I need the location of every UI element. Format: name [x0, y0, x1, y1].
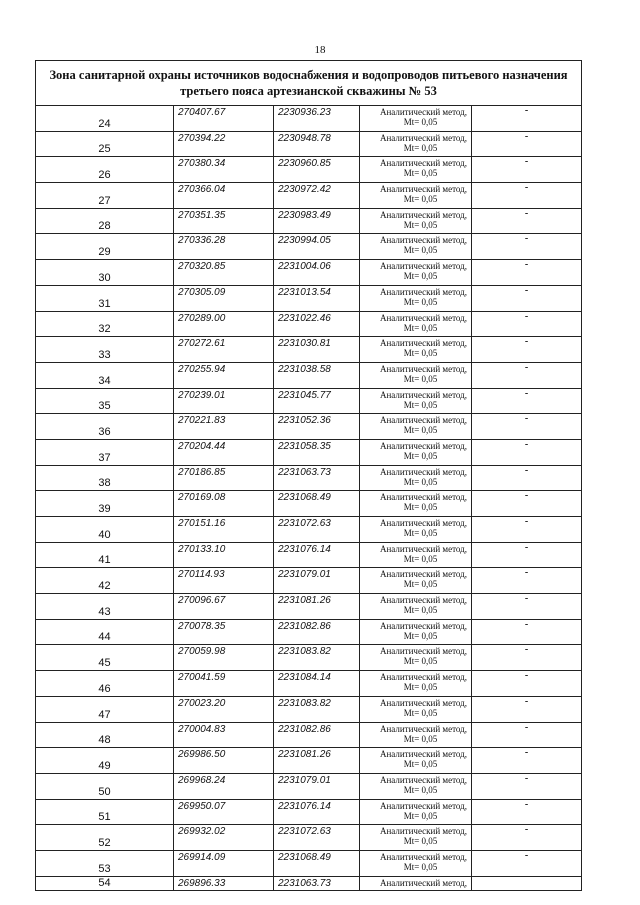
point-number-cell: 27 [36, 183, 174, 209]
mark-cell: - [472, 671, 582, 697]
method-cell [360, 594, 472, 620]
point-number-cell: 48 [36, 722, 174, 748]
x-coordinate-cell: 270041.59 [174, 671, 274, 697]
y-coordinate-cell: 2231063.73 [274, 465, 360, 491]
method-cell [360, 285, 472, 311]
accuracy-label: Mt= 0,05 [403, 605, 438, 616]
y-coordinate-cell: 2231082.86 [274, 722, 360, 748]
method-cell [360, 362, 472, 388]
method-label: Аналитический метод, [379, 543, 467, 554]
point-number-cell: 36 [36, 414, 174, 440]
x-coordinate-cell: 270305.09 [174, 285, 274, 311]
mark-cell [472, 876, 582, 890]
point-number-cell: 31 [36, 285, 174, 311]
method-label: Аналитический метод, [379, 826, 467, 837]
table-row [36, 517, 582, 543]
table-row [36, 671, 582, 697]
method-label: Аналитический метод, [379, 107, 467, 117]
method-label: Аналитический метод, [379, 774, 467, 785]
point-number-cell: 44 [36, 619, 174, 645]
accuracy-label: Mt= 0,05 [403, 373, 438, 384]
method-label: Аналитический метод, [379, 723, 467, 734]
coordinates-table [35, 60, 582, 891]
table-row [36, 619, 582, 645]
table-row [36, 645, 582, 671]
point-number-cell: 29 [36, 234, 174, 260]
y-coordinate-cell: 2231045.77 [274, 388, 360, 414]
x-coordinate-cell: 270255.94 [174, 362, 274, 388]
table-row [36, 208, 582, 234]
accuracy-label: Mt= 0,05 [403, 142, 438, 153]
method-cell [360, 645, 472, 671]
method-label: Аналитический метод, [379, 132, 467, 143]
method-label: Аналитический метод, [379, 261, 467, 272]
mark-cell: - [472, 106, 582, 132]
method-cell [360, 131, 472, 157]
mark-cell: - [472, 594, 582, 620]
accuracy-label: Mt= 0,05 [403, 322, 438, 333]
method-label: Аналитический метод, [379, 672, 467, 683]
method-label: Аналитический метод, [379, 312, 467, 323]
table-row [36, 311, 582, 337]
mark-cell: - [472, 362, 582, 388]
method-cell [360, 799, 472, 825]
table-row [36, 234, 582, 260]
mark-cell: - [472, 825, 582, 851]
method-label: Аналитический метод, [379, 363, 467, 374]
accuracy-label: Mt= 0,05 [403, 707, 438, 718]
page-number: 18 [314, 44, 326, 56]
method-label: Аналитический метод, [379, 620, 467, 631]
x-coordinate-cell: 270272.61 [174, 337, 274, 363]
table-row [36, 773, 582, 799]
method-label: Аналитический метод, [379, 158, 467, 169]
y-coordinate-cell: 2231072.63 [274, 825, 360, 851]
method-label: Аналитический метод, [379, 518, 467, 528]
x-coordinate-cell: 270004.83 [174, 722, 274, 748]
x-coordinate-cell: 270059.98 [174, 645, 274, 671]
y-coordinate-cell: 2231076.14 [274, 799, 360, 825]
y-coordinate-cell: 2231079.01 [274, 773, 360, 799]
table-row [36, 542, 582, 568]
method-label: Аналитический метод, [379, 338, 467, 349]
y-coordinate-cell: 2230960.85 [274, 157, 360, 183]
point-number-cell: 33 [36, 337, 174, 363]
mark-cell: - [472, 157, 582, 183]
table-row [36, 465, 582, 491]
method-label: Аналитический метод, [379, 466, 467, 477]
x-coordinate-cell: 270336.28 [174, 234, 274, 260]
method-cell [360, 542, 472, 568]
table-row [36, 388, 582, 414]
method-cell [360, 696, 472, 722]
x-coordinate-cell: 270351.35 [174, 208, 274, 234]
point-number-cell: 51 [36, 799, 174, 825]
y-coordinate-cell: 2231083.82 [274, 645, 360, 671]
y-coordinate-cell: 2231083.82 [274, 696, 360, 722]
method-cell [360, 208, 472, 234]
accuracy-label: Mt= 0,05 [403, 656, 438, 667]
x-coordinate-cell: 269986.50 [174, 748, 274, 774]
table-row [36, 337, 582, 363]
y-coordinate-cell: 2230936.23 [274, 106, 360, 132]
table-row [36, 696, 582, 722]
method-cell [360, 311, 472, 337]
x-coordinate-cell: 270320.85 [174, 260, 274, 286]
point-number-cell: 34 [36, 362, 174, 388]
y-coordinate-cell: 2231052.36 [274, 414, 360, 440]
point-number-cell: 54 [36, 876, 174, 890]
method-label: Аналитический метод, [379, 851, 467, 862]
accuracy-label: Mt= 0,05 [403, 528, 438, 538]
point-number-cell: 28 [36, 208, 174, 234]
mark-cell: - [472, 414, 582, 440]
y-coordinate-cell: 2231072.63 [274, 517, 360, 543]
table-row [36, 414, 582, 440]
method-label: Аналитический метод, [379, 697, 467, 708]
accuracy-label: Mt= 0,05 [403, 682, 438, 693]
x-coordinate-cell: 270380.34 [174, 157, 274, 183]
method-label: Аналитический метод, [379, 569, 467, 580]
point-number-cell: 49 [36, 748, 174, 774]
accuracy-label: Mt= 0,05 [403, 219, 438, 230]
table-row [36, 491, 582, 517]
point-number-cell: 43 [36, 594, 174, 620]
method-cell [360, 439, 472, 465]
table-row [36, 157, 582, 183]
point-number-cell: 30 [36, 260, 174, 286]
table-row [36, 362, 582, 388]
point-number-cell: 45 [36, 645, 174, 671]
point-number-cell: 24 [36, 106, 174, 132]
mark-cell: - [472, 183, 582, 209]
accuracy-label: Mt= 0,05 [403, 861, 438, 872]
x-coordinate-cell: 270114.93 [174, 568, 274, 594]
method-cell [360, 517, 472, 543]
method-label: Аналитический метод, [379, 800, 467, 811]
mark-cell: - [472, 748, 582, 774]
accuracy-label: Mt= 0,05 [403, 502, 438, 513]
y-coordinate-cell: 2231082.86 [274, 619, 360, 645]
x-coordinate-cell: 270407.67 [174, 106, 274, 132]
table-body [36, 61, 582, 891]
table-row [36, 106, 582, 132]
method-cell [360, 414, 472, 440]
table-row [36, 799, 582, 825]
accuracy-label: Mt= 0,05 [403, 759, 438, 770]
y-coordinate-cell: 2231038.58 [274, 362, 360, 388]
accuracy-label: Mt= 0,05 [403, 630, 438, 641]
table-row [36, 825, 582, 851]
method-cell [360, 568, 472, 594]
method-cell [360, 234, 472, 260]
y-coordinate-cell: 2230972.42 [274, 183, 360, 209]
method-label: Аналитический метод, [379, 440, 467, 451]
x-coordinate-cell: 270169.08 [174, 491, 274, 517]
point-number-cell: 47 [36, 696, 174, 722]
y-coordinate-cell: 2231004.06 [274, 260, 360, 286]
accuracy-label: Mt= 0,05 [403, 271, 438, 282]
method-label: Аналитический метод, [379, 209, 467, 220]
point-number-cell: 38 [36, 465, 174, 491]
mark-cell: - [472, 696, 582, 722]
y-coordinate-cell: 2230983.49 [274, 208, 360, 234]
table-row [36, 131, 582, 157]
point-number-cell: 25 [36, 131, 174, 157]
mark-cell: - [472, 285, 582, 311]
method-cell [360, 157, 472, 183]
y-coordinate-cell: 2231076.14 [274, 542, 360, 568]
method-cell [360, 465, 472, 491]
x-coordinate-cell: 270133.10 [174, 542, 274, 568]
x-coordinate-cell: 269896.33 [174, 876, 274, 890]
method-label: Аналитический метод, [379, 646, 467, 657]
mark-cell: - [472, 311, 582, 337]
mark-cell: - [472, 465, 582, 491]
mark-cell: - [472, 337, 582, 363]
method-label: Аналитический метод, [379, 877, 467, 888]
mark-cell: - [472, 517, 582, 543]
x-coordinate-cell: 269968.24 [174, 773, 274, 799]
accuracy-label: Mt= 0,05 [403, 245, 438, 256]
point-number-cell: 35 [36, 388, 174, 414]
method-label: Аналитический метод, [379, 286, 467, 297]
mark-cell: - [472, 491, 582, 517]
y-coordinate-cell: 2231063.73 [274, 876, 360, 890]
method-cell [360, 183, 472, 209]
method-cell [360, 388, 472, 414]
accuracy-label: Mt= 0,05 [403, 168, 438, 179]
x-coordinate-cell: 269950.07 [174, 799, 274, 825]
mark-cell: - [472, 208, 582, 234]
table-row [36, 850, 582, 876]
x-coordinate-cell: 270204.44 [174, 439, 274, 465]
x-coordinate-cell: 269914.09 [174, 850, 274, 876]
point-number-cell: 42 [36, 568, 174, 594]
x-coordinate-cell: 270239.01 [174, 388, 274, 414]
x-coordinate-cell: 270186.85 [174, 465, 274, 491]
point-number-cell: 50 [36, 773, 174, 799]
mark-cell: - [472, 388, 582, 414]
mark-cell: - [472, 645, 582, 671]
point-number-cell: 32 [36, 311, 174, 337]
point-number-cell: 37 [36, 439, 174, 465]
y-coordinate-cell: 2231068.49 [274, 850, 360, 876]
accuracy-label: Mt= 0,05 [403, 784, 438, 795]
method-cell [360, 619, 472, 645]
mark-cell: - [472, 850, 582, 876]
accuracy-label: Mt= 0,05 [403, 348, 438, 359]
accuracy-label: Mt= 0,05 [403, 476, 438, 487]
method-cell [360, 825, 472, 851]
point-number-cell: 53 [36, 850, 174, 876]
table-row [36, 183, 582, 209]
y-coordinate-cell: 2231058.35 [274, 439, 360, 465]
point-number-cell: 40 [36, 517, 174, 543]
mark-cell: - [472, 722, 582, 748]
x-coordinate-cell: 270096.67 [174, 594, 274, 620]
method-cell [360, 260, 472, 286]
x-coordinate-cell: 270151.16 [174, 517, 274, 543]
x-coordinate-cell: 270023.20 [174, 696, 274, 722]
mark-cell: - [472, 542, 582, 568]
method-cell [360, 748, 472, 774]
y-coordinate-cell: 2231079.01 [274, 568, 360, 594]
point-number-cell: 39 [36, 491, 174, 517]
table-row [36, 876, 582, 890]
x-coordinate-cell: 270078.35 [174, 619, 274, 645]
mark-cell: - [472, 234, 582, 260]
table-row [36, 722, 582, 748]
x-coordinate-cell: 270221.83 [174, 414, 274, 440]
mark-cell: - [472, 439, 582, 465]
y-coordinate-cell: 2231081.26 [274, 748, 360, 774]
method-label: Аналитический метод, [379, 749, 467, 760]
method-cell [360, 722, 472, 748]
method-label: Аналитический метод, [379, 492, 467, 503]
method-label: Аналитический метод, [379, 235, 467, 246]
table-row [36, 439, 582, 465]
method-label: Аналитический метод, [379, 184, 467, 195]
accuracy-label: Mt= 0,05 [403, 836, 438, 847]
accuracy-label: Mt= 0,05 [403, 425, 438, 436]
accuracy-label: Mt= 0,05 [403, 553, 438, 564]
mark-cell: - [472, 773, 582, 799]
mark-cell: - [472, 260, 582, 286]
y-coordinate-cell: 2231081.26 [274, 594, 360, 620]
method-cell [360, 876, 472, 890]
table-row [36, 260, 582, 286]
y-coordinate-cell: 2231084.14 [274, 671, 360, 697]
method-cell [360, 337, 472, 363]
method-cell [360, 850, 472, 876]
accuracy-label: Mt= 0,05 [403, 579, 438, 590]
method-cell [360, 773, 472, 799]
y-coordinate-cell: 2231022.46 [274, 311, 360, 337]
x-coordinate-cell: 269932.02 [174, 825, 274, 851]
y-coordinate-cell: 2230994.05 [274, 234, 360, 260]
mark-cell: - [472, 568, 582, 594]
mark-cell: - [472, 131, 582, 157]
table-row [36, 568, 582, 594]
method-cell [360, 491, 472, 517]
method-label: Аналитический метод, [379, 389, 467, 400]
accuracy-label: Mt= 0,05 [403, 117, 438, 127]
accuracy-label: Mt= 0,05 [403, 733, 438, 744]
accuracy-label: Mt= 0,05 [403, 450, 438, 461]
method-cell [360, 106, 472, 132]
accuracy-label: Mt= 0,05 [403, 296, 438, 307]
y-coordinate-cell: 2231068.49 [274, 491, 360, 517]
point-number-cell: 26 [36, 157, 174, 183]
x-coordinate-cell: 270289.00 [174, 311, 274, 337]
table-row [36, 285, 582, 311]
table-row [36, 748, 582, 774]
x-coordinate-cell: 270366.04 [174, 183, 274, 209]
y-coordinate-cell: 2231013.54 [274, 285, 360, 311]
accuracy-label: Mt= 0,05 [403, 194, 438, 205]
point-number-cell: 52 [36, 825, 174, 851]
method-cell [360, 671, 472, 697]
y-coordinate-cell: 2230948.78 [274, 131, 360, 157]
table-title: Зона санитарной охраны источников водоснабжения и водопроводов питьевого назначения третьего пояса артезианской скважины № 53 [36, 61, 582, 106]
table-row [36, 594, 582, 620]
accuracy-label: Mt= 0,05 [403, 810, 438, 821]
accuracy-label: Mt= 0,05 [403, 399, 438, 410]
table-title-row [36, 61, 582, 106]
mark-cell: - [472, 619, 582, 645]
y-coordinate-cell: 2231030.81 [274, 337, 360, 363]
method-label: Аналитический метод, [379, 415, 467, 426]
mark-cell: - [472, 799, 582, 825]
x-coordinate-cell: 270394.22 [174, 131, 274, 157]
point-number-cell: 41 [36, 542, 174, 568]
point-number-cell: 46 [36, 671, 174, 697]
method-label: Аналитический метод, [379, 595, 467, 606]
